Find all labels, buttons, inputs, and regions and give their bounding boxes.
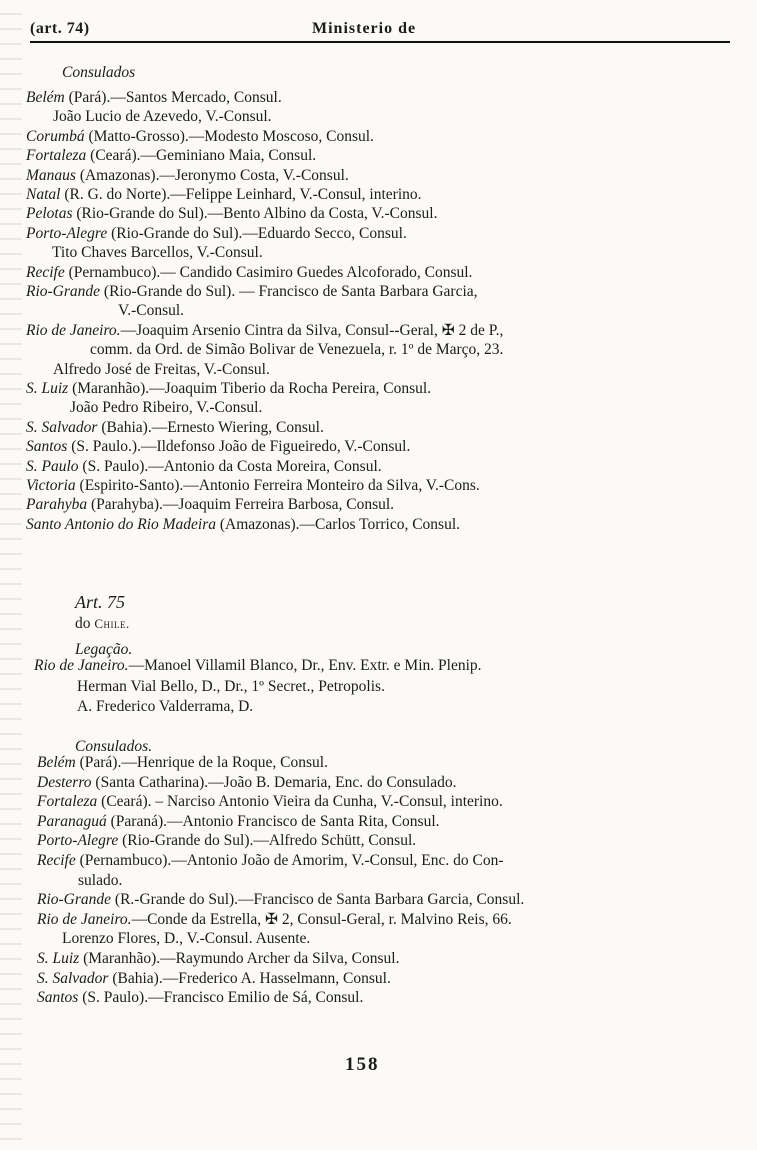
place-name: S. Luiz [26,380,69,397]
list-item [26,146,316,166]
place-name: Parahyba [26,496,88,514]
place-name: Corumbá [26,127,85,145]
list-item [26,204,437,224]
list-item [26,457,382,477]
place-name: Desterro [37,773,92,791]
place-name: Natal [26,186,61,203]
list-item [26,224,407,244]
entry-text: (Paraná).—Antonio Francisco de Santa Rita, Consul. [106,812,440,830]
list-item [37,851,504,871]
entry-text: (S. Paulo).—Antonio da Costa Moreira, Consul. [78,457,382,475]
entry-text: sulado. [78,871,123,889]
list-item [26,476,480,496]
place-name: Belém [37,754,76,771]
article-country [75,615,130,633]
entry-text: —Joaquim Arsenio Cintra da Silva, Consul--Geral, ✠ 2 de P., [120,321,504,339]
list-item [53,360,270,380]
list-item [26,127,374,147]
place-name: Recife [26,263,65,281]
place-name: S. Salvador [37,969,109,987]
list-item [37,773,457,793]
place-name: Victoria [26,477,76,494]
place-name: Rio de Janeiro. [34,657,129,674]
entry-text: (R.-Grande do Sul).—Francisco de Santa Barbara Garcia, Consul. [111,891,525,909]
list-item [26,495,394,515]
list-item [37,890,524,910]
list-item [37,753,328,773]
place-name: Santo Antonio do Rio Madeira [26,515,217,533]
page-number: 158 [345,1054,380,1075]
list-item [37,910,512,930]
list-item [37,831,416,851]
entry-text: (Pernambuco).—Antonio João de Amorim, V.-Consul, Enc. do Con- [75,852,504,869]
list-item [34,656,482,676]
place-name: S. Luiz [37,950,80,967]
place-name: Fortaleza [37,793,98,811]
entry-text: (Ceará). – Narciso Antonio Vieira da Cunha, V.-Consul, interino. [97,793,503,811]
place-name: Pelotas [26,205,73,223]
entry-text: (Matto-Grosso).—Modesto Moscoso, Consul. [84,127,374,145]
entry-text: Alfredo José de Freitas, V.-Consul. [53,360,270,378]
place-name: S. Salvador [26,418,98,436]
header-rule [30,41,730,43]
list-item [90,340,503,360]
list-item [26,379,431,399]
list-item [62,929,310,949]
list-item [26,263,472,283]
place-name: Rio de Janeiro. [37,910,132,928]
list-item [26,88,282,108]
section-heading-consulados: Consulados [62,64,136,81]
entry-text: (Rio-Grande do Sul).—Eduardo Secco, Consul. [107,224,407,242]
entry-text: comm. da Ord. de Simão Bolivar de Venezuela, r. 1º de Março, 23. [90,341,504,359]
entry-text: (Rio-Grande do Sul). — Francisco de Santa Barbara Garcia, [100,283,478,300]
entry-text: (R. G. do Norte).—Felippe Leinhard, V.-Consul, interino. [60,186,422,203]
list-item [37,792,503,812]
list-item [37,969,391,989]
list-item [26,321,503,341]
place-name: Porto-Alegre [37,832,119,850]
list-item [37,812,440,832]
entry-text: (Amazonas).—Carlos Torrico, Consul. [216,515,461,533]
entry-text: (Rio-Grande do Sul).—Bento Albino da Costa, V.-Consul. [72,205,438,223]
place-name: Porto-Alegre [26,224,108,242]
list-item [26,185,422,205]
section-heading-consulados-2: Consulados. [75,738,153,755]
place-name: Rio de Janeiro. [26,321,121,339]
entry-text: (Rio-Grande do Sul).—Alfredo Schütt, Consul. [118,832,417,850]
entry-text: (Pará).—Santos Mercado, Consul. [64,89,282,106]
entry-text: João Lucio de Azevedo, V.-Consul. [53,108,272,126]
list-item [26,515,460,535]
entry-text: (Santa Catharina).—João B. Demaria, Enc. do Consulado. [91,773,457,791]
place-name: Rio-Grande [37,891,112,909]
entry-text: A. Frederico Valderrama, D. [77,698,254,715]
entry-text: (Bahia).—Frederico A. Hasselmann, Consul. [108,969,391,987]
entry-text: (Parahyba).—Joaquim Ferreira Barbosa, Consul. [87,496,395,514]
place-name: Recife [37,852,76,869]
entry-text: —Manoel Villamil Blanco, Dr., Env. Extr. e Min. Plenip. [128,657,482,674]
entry-text: (S. Paulo.).—Ildefonso João de Figueiredo, V.-Consul. [67,438,411,456]
article-label: Art. 75 [75,592,126,612]
entry-text: V.-Consul. [118,302,185,320]
entry-text: Herman Vial Bello, D., Dr., 1º Secret., Petropolis. [77,677,385,695]
entry-text: (Amazonas).—Jeronymo Costa, V.-Consul. [75,166,349,184]
place-name: Santos [26,438,68,456]
scan-margin-noise [0,0,22,1150]
list-item [52,243,263,263]
list-item [77,677,385,697]
list-item [26,418,324,438]
place-name: Paranaguá [37,812,107,830]
entry-text: (Pernambuco).— Candido Casimiro Guedes Alcoforado, Consul. [64,263,473,281]
list-item [77,697,253,717]
list-item [26,166,349,186]
place-name: Fortaleza [26,147,87,165]
entry-text: Tito Chaves Barcellos, V.-Consul. [52,244,263,262]
list-item [26,437,410,457]
entry-text: (Ceará).—Geminiano Maia, Consul. [86,147,317,165]
entry-text: João Pedro Ribeiro, V.-Consul. [70,399,263,417]
list-item [26,282,478,302]
list-item [37,949,400,969]
list-item [70,398,262,418]
place-name: Belém [26,89,65,106]
country-name: Chile. [94,616,130,631]
list-item [118,301,184,321]
place-name: Rio-Grande [26,283,101,300]
entry-text: —Conde da Estrella, ✠ 2, Consul-Geral, r. Malvino Reis, 66. [131,910,512,928]
entry-text: Lorenzo Flores, D., V.-Consul. Ausente. [62,930,311,948]
section-heading-legacao: Legação. [75,641,133,658]
entry-text: (Espirito-Santo).—Antonio Ferreira Monteiro da Silva, V.-Cons. [75,477,480,494]
place-name: Santos [37,989,79,1007]
entry-text: (Bahia).—Ernesto Wiering, Consul. [97,418,324,436]
entry-text: (S. Paulo).—Francisco Emilio de Sá, Consul. [78,989,364,1007]
header-title: Ministerio de [312,20,417,37]
header-article-ref: (art. 74) [30,20,90,37]
entry-text: (Maranhão).—Raymundo Archer da Silva, Consul. [79,950,400,967]
list-item [53,107,272,127]
list-item [37,988,363,1008]
list-item [78,871,122,891]
entry-text: (Pará).—Henrique de la Roque, Consul. [75,754,328,771]
place-name: Manaus [26,166,76,184]
entry-text: (Maranhão).—Joaquim Tiberio da Rocha Pereira, Consul. [68,380,432,397]
place-name: S. Paulo [26,457,79,475]
country-prefix: do [75,615,95,632]
